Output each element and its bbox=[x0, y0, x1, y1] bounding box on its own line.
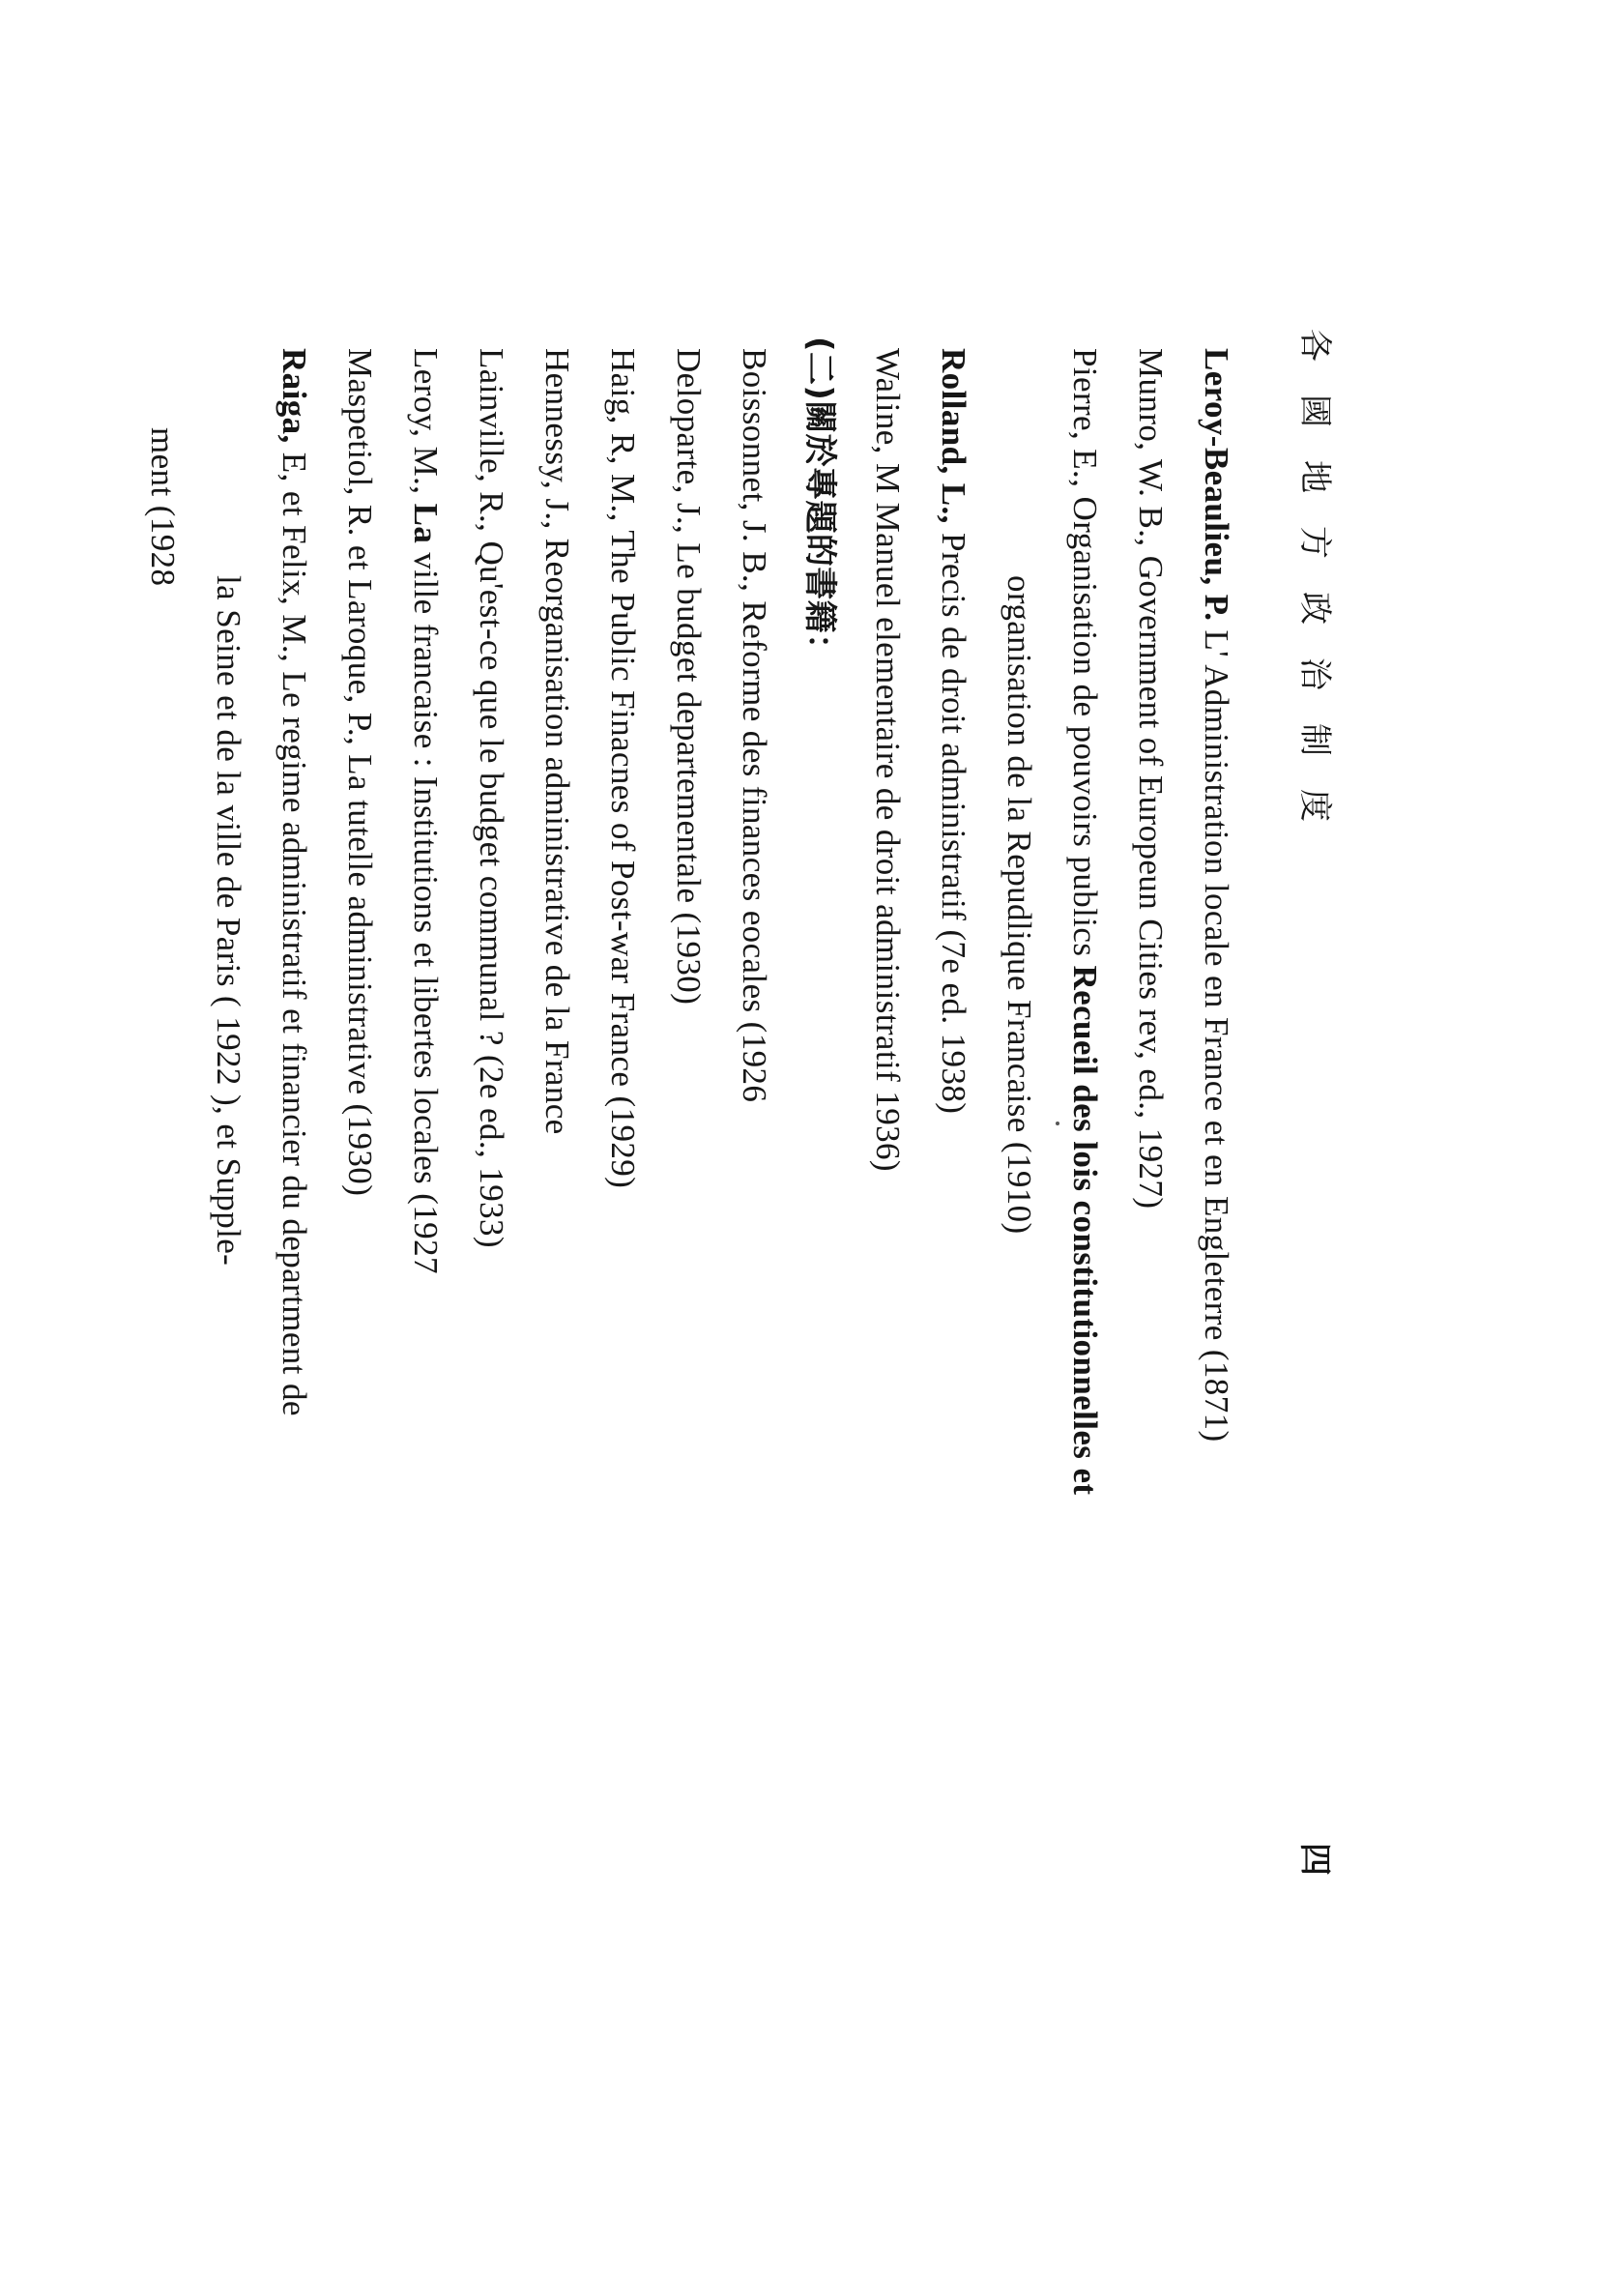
bib-text: ment (1928 bbox=[144, 427, 182, 587]
bib-text: La tutelle administrative (1930) bbox=[341, 754, 379, 1197]
page-number: 四 bbox=[1295, 1843, 1334, 1876]
bib-text: L' Administration locale en France et en Engleterre (1871) bbox=[1198, 621, 1235, 1443]
bib-text: The Public Finacnes of Post-war France (1929) bbox=[604, 530, 642, 1189]
running-head bbox=[1295, 329, 1342, 1876]
bib-author: Munro, W. B., bbox=[1132, 348, 1170, 556]
bib-author: Rolland, L., bbox=[935, 348, 972, 524]
bib-text: Precis de droit administratif (7e ed. 1938) bbox=[935, 523, 972, 1115]
bib-text: ville francaise : Institutions et libertes locales (1927 bbox=[407, 543, 445, 1274]
bib-text: Reorganisation administrative de la France bbox=[538, 538, 576, 1135]
bib-text: E, et Felix, M., Le regime administratif et financier du department de bbox=[276, 443, 313, 1416]
bib-author: Haig, R, M., bbox=[604, 348, 642, 531]
bib-author: Waline, M bbox=[869, 348, 907, 503]
bib-entry bbox=[669, 348, 708, 1005]
bib-entry bbox=[472, 348, 510, 1248]
bib-author: Pierre, E., bbox=[1066, 348, 1104, 497]
bib-author: Leroy, M., bbox=[407, 348, 445, 504]
bib-entry bbox=[735, 348, 773, 1102]
bib-entry-continuation bbox=[1000, 575, 1038, 1235]
running-head-title: 各國地方政治制度 bbox=[1295, 329, 1334, 855]
bib-entry bbox=[1197, 348, 1235, 1443]
bib-entry bbox=[537, 348, 576, 1135]
bib-author: Leroy-Beaulieu, P. bbox=[1198, 348, 1235, 622]
rotated-page-body bbox=[144, 329, 1342, 1982]
bib-entry bbox=[340, 348, 379, 1196]
bib-text: Qu'est-ce que le budget communal ? (2e ed., 1933) bbox=[473, 540, 510, 1248]
bib-entry bbox=[603, 348, 642, 1188]
bib-entry bbox=[1131, 348, 1170, 1209]
bib-text: la Seine et de la ville de Paris ( 1922 ), et Supple- bbox=[210, 575, 247, 1267]
bib-text: Organisation de pouvoirs publics bbox=[1066, 496, 1104, 966]
bib-text: Manuel elementaire de droit administratif 1936) bbox=[869, 502, 907, 1172]
bib-text: Government of Europeun Cities rev, ed., 1927) bbox=[1132, 555, 1170, 1210]
section-heading: (二)關於專題的書籍： bbox=[800, 336, 839, 667]
bib-entry bbox=[406, 348, 445, 1274]
bib-text-bold: La bbox=[407, 503, 445, 544]
bib-entry bbox=[275, 348, 313, 1416]
bib-entry bbox=[1065, 348, 1104, 1495]
bib-author: Deloparte, J., bbox=[670, 348, 708, 543]
bib-entry-continuation bbox=[209, 575, 247, 1266]
bib-author: Lainville, R., bbox=[473, 348, 510, 541]
bib-author: Hennessy, J., bbox=[538, 348, 576, 539]
print-speck bbox=[1056, 1122, 1059, 1125]
bib-entry bbox=[868, 348, 907, 1172]
bib-text: Reforme des finances eocales (1926 bbox=[736, 600, 773, 1103]
bib-author: Raiga, bbox=[276, 348, 313, 444]
bib-text: organisation de la Repudlique Francaise (1910) bbox=[1000, 575, 1038, 1235]
bib-entry-continuation bbox=[143, 427, 182, 586]
bib-text: Le budget departementale (1930) bbox=[670, 542, 708, 1006]
bib-text-bold: Recueil des lois constitutionnelles et bbox=[1066, 965, 1104, 1496]
bib-author: Boissonnet, J. B., bbox=[736, 348, 773, 601]
bib-entry bbox=[934, 348, 972, 1114]
bib-author: Maspetiol, R. et Laroque, P., bbox=[341, 348, 379, 755]
